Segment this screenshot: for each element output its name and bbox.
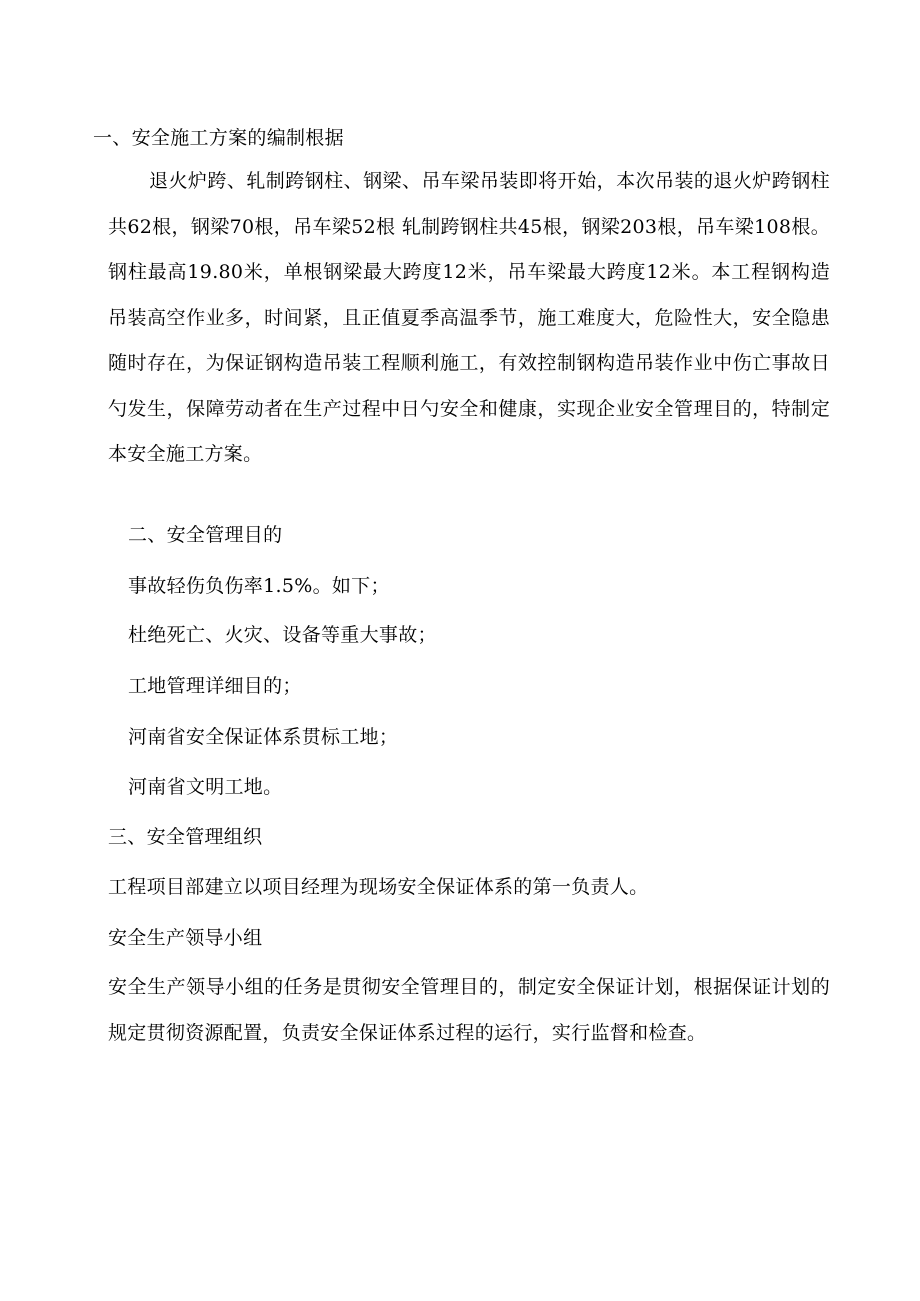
section3-line1: 工程项目部建立以项目经理为现场安全保证体系的第一负责人。	[108, 876, 649, 898]
section2-item: 河南省安全保证体系贯标工地；	[128, 726, 399, 748]
section1-heading: 一、安全施工方案的编制根据	[93, 127, 344, 149]
section2-item: 事故轻伤负伤率1.5%。如下；	[128, 575, 390, 597]
section2-item: 河南省文明工地。	[128, 776, 283, 798]
section3-body: 安全生产领导小组的任务是贯彻安全管理目的，制定安全保证计划，根据保证计划的规定贯彻资源配置，负责安全保证体系过程的运行，实行监督和检查。	[108, 976, 830, 1044]
section2-heading: 二、安全管理目的	[128, 524, 283, 546]
section2-item: 工地管理详细目的；	[128, 675, 302, 697]
section3-subheading: 安全生产领导小组	[108, 927, 263, 949]
section1-body: 退火炉跨、轧制跨钢柱、钢梁、吊车梁吊装即将开始，本次吊装的退火炉跨钢柱共62根，钢梁70根，吊车梁52根 轧制跨钢柱共45根，钢梁203根，吊车梁108根。钢柱最高19.80米，单根钢梁最大跨度12米，吊车梁最大跨度12米。本工程钢构造吊装高空作业多，时间紧，且正值夏季高温季节，施工难度大，危险性大，安全隐患随时存在，为保证钢构造吊装工程顺利施工，有效控制钢构造吊装作业中伤亡事故日勺发生，保障劳动者在生产过程中日勺安全和健康，实现企业安全管理目的，特制定本安全施工方案。	[108, 170, 830, 465]
section3-heading: 三、安全管理组织	[108, 826, 263, 848]
section2-item: 杜绝死亡、火灾、设备等重大事故；	[128, 624, 437, 646]
